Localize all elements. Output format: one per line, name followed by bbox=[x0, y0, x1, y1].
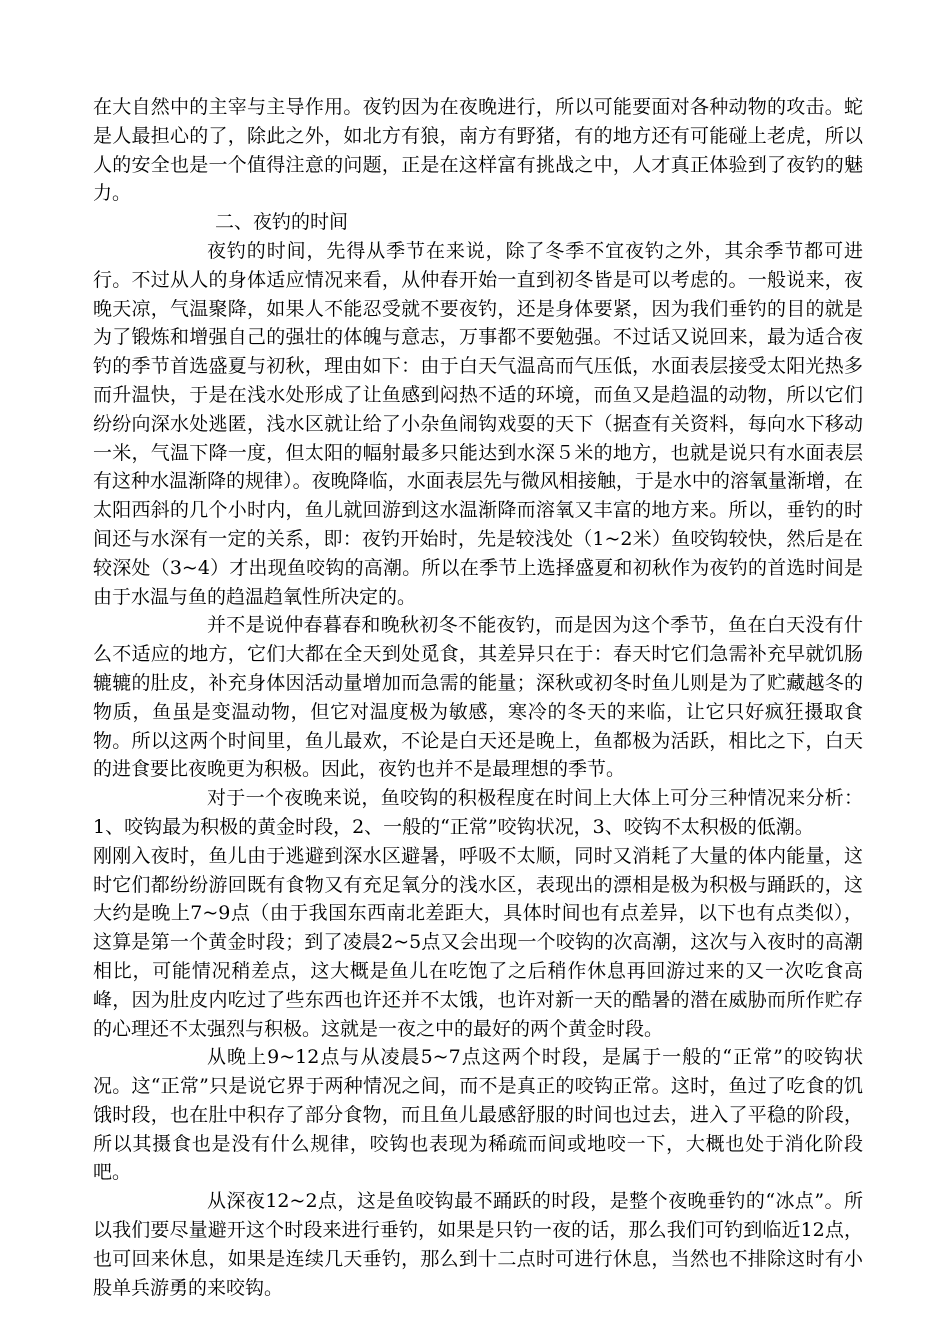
paragraph-three-periods: 对于一个夜晚来说，鱼咬钩的积极程度在时间上大体上可分三种情况来分析：1、咬钩最为积极的黄金时段，2、一般的“正常”咬钩状况，3、咬钩不太积极的低潮。 bbox=[93, 787, 863, 838]
paragraph-golden-periods: 刚刚入夜时，鱼儿由于逃避到深水区避暑，呼吸不太顺，同时又消耗了大量的体内能量，这时它们都纷纷游回既有食物又有充足氧分的浅水区，表现出的漂相是极为积极与踊跃的，这大约是晚上7~9点（由于我国东西南北差距大，具体时间也有点差异，以下也有点类似），这算是第一个黄金时段；到了凌晨2~5点又会出现一个咬钩的次高潮，这次与入夜时的高潮相比，可能情况稍差点，这大概是鱼儿在吃饱了之后稍作休息再回游过来的又一次吃食高峰，因为肚皮内吃过了些东西也许还并不太饿，也许对新一天的酷暑的潜在威胁而所作贮存的心理还不太强烈与积极。这就是一夜之中的最好的两个黄金时段。 bbox=[93, 844, 863, 1040]
document-body bbox=[93, 93, 863, 1302]
section-heading-night-fishing-time: 二、夜钓的时间 bbox=[215, 211, 349, 234]
paragraph-season-selection: 夜钓的时间，先得从季节在来说，除了冬季不宜夜钓之外，其余季节都可进行。不过从人的身体适应情况来看，从仲春开始一直到初冬皆是可以考虑的。一般说来，夜晚天凉，气温聚降，如果人不能忍受就不要夜钓，还是身体要紧，因为我们垂钓的目的就是为了锻炼和增强自己的强壮的体魄与意志，万事都不要勉强。不过话又说回来，最为适合夜钓的季节首选盛夏与初秋，理由如下：由于白天气温高而气压低，水面表层接受太阳光热多而升温快，于是在浅水处形成了让鱼感到闷热不适的环境，而鱼又是趋温的动物，所以它们纷纷向深水处逃匿，浅水区就让给了小杂鱼闹钩戏耍的天下（据查有关资料，每向水下移动一米，气温下降一度，但太阳的幅射最多只能达到水深５米的地方，也就是说只有水面表层有这种水温渐降的规律）。夜晚降临，水面表层先与微风相接触，于是水中的溶氧量渐增，在太阳西斜的几个小时内，鱼儿就回游到这水温渐降而溶氧又丰富的地方来。所以，垂钓的时间还与水深有一定的关系，即：夜钓开始时，先是较浅处（1~2米）鱼咬钩较快，然后是在较深处（3~4）才出现鱼咬钩的高潮。所以在季节上选择盛夏和初秋作为夜钓的首选时间是由于水温与鱼的趋温趋氧性所决定的。 bbox=[93, 239, 863, 608]
paragraph-freezing-point: 从深夜12~2点，这是鱼咬钩最不踊跃的时段，是整个夜晚垂钓的“冰点”。所以我们要尽量避开这个时段来进行垂钓，如果是只钓一夜的话，那么我们可钓到临近12点，也可回来休息，如果是连续几天垂钓，那么到十二点时可进行休息，当然也不排除这时有小股单兵游勇的来咬钩。 bbox=[93, 1190, 863, 1299]
paragraph-intro-continuation: 在大自然中的主宰与主导作用。夜钓因为在夜晚进行，所以可能要面对各种动物的攻击。蛇是人最担心的了，除此之外，如北方有狼，南方有野猪，有的地方还有可能碰上老虎，所以人的安全也是一个值得注意的问题，正是在这样富有挑战之中，人才真正体验到了夜钓的魅力。 bbox=[93, 96, 863, 205]
paragraph-normal-periods: 从晚上9~12点与从凌晨5~7点这两个时段，是属于一般的“正常”的咬钩状况。这“正常”只是说它界于两种情况之间，而不是真正的咬钩正常。这时，鱼过了吃食的饥饿时段，也在肚中积存了部分食物，而且鱼儿最感舒服的时间也过去，进入了平稳的阶段，所以其摄食也是没有什么规律，咬钩也表现为稀疏而间或地咬一下，大概也处于消化阶段吧。 bbox=[93, 1046, 863, 1184]
paragraph-spring-autumn: 并不是说仲春暮春和晚秋初冬不能夜钓，而是因为这个季节，鱼在白天没有什么不适应的地方，它们大都在全天到处觅食，其差异只在于：春天时它们急需补充早就饥肠辘辘的肚皮，补充身体因活动量增加而急需的能量；深秋或初冬时鱼儿则是为了贮藏越冬的物质，鱼虽是变温动物，但它对温度极为敏感，寒冷的冬天的来临，让它只好疯狂摄取食物。所以这两个时间里，鱼儿最欢，不论是白天还是晚上，鱼都极为活跃，相比之下，白天的进食要比夜晚更为积极。因此，夜钓也并不是最理想的季节。 bbox=[93, 614, 863, 781]
